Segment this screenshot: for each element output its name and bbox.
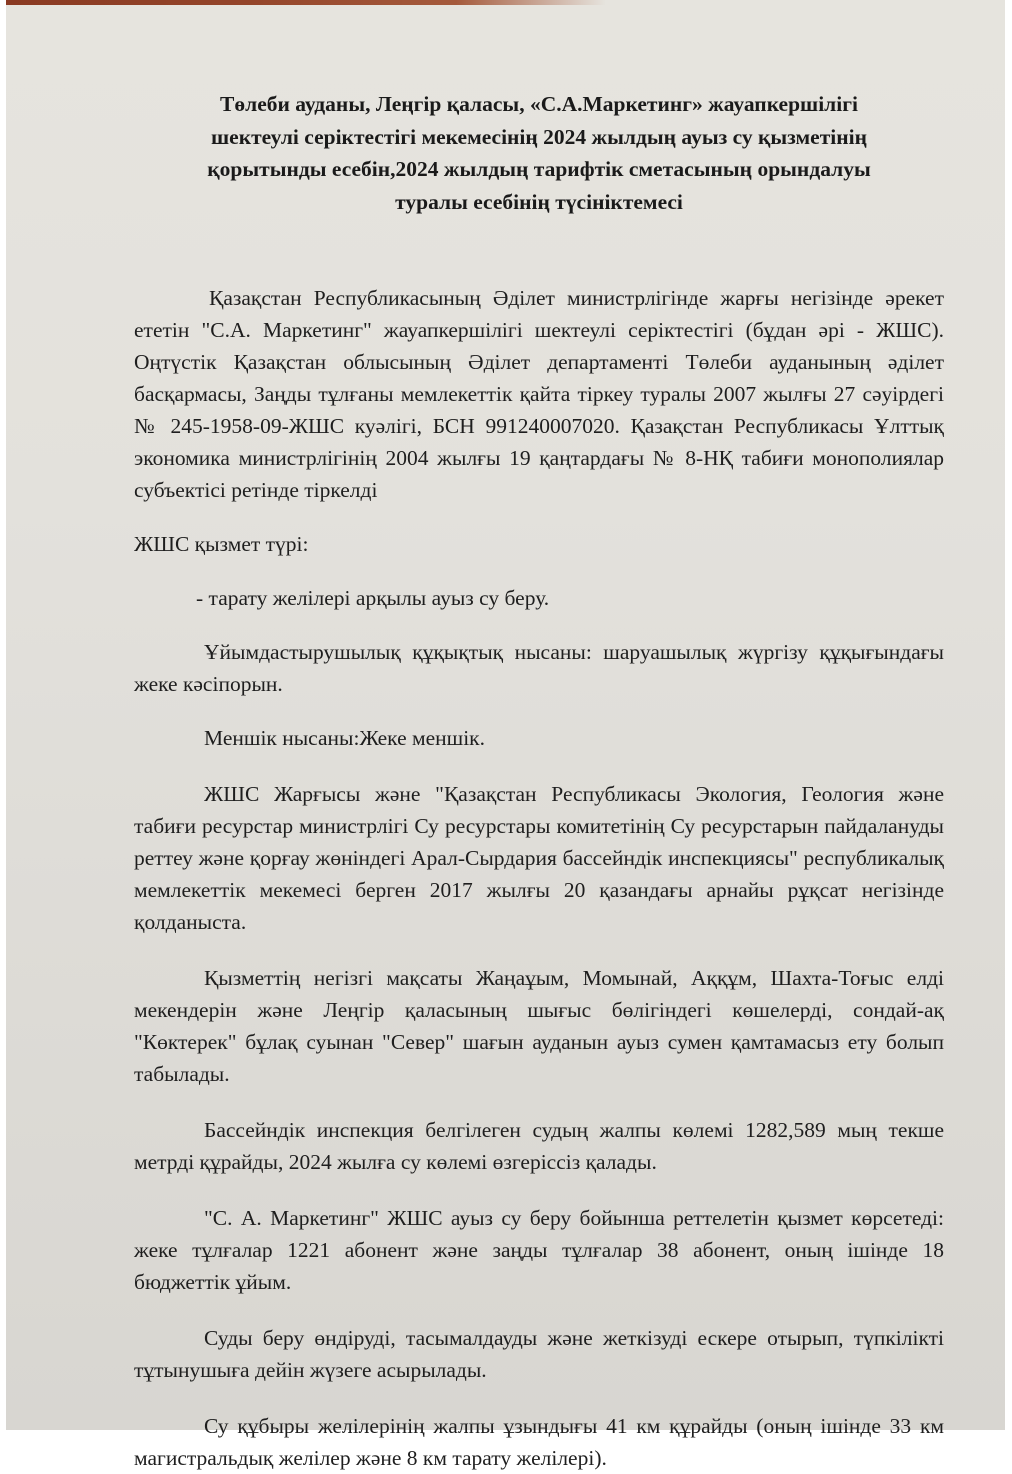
subscribers-paragraph: "С. А. Маркетинг" ЖШС ауыз су беру бойынша реттелетін қызмет көрсетеді: жеке тұлғалар 1221 абонент және заңды тұлғалар 38 абонент, оның ішінде 18 бюджеттік ұйым. xyxy=(134,1206,944,1294)
document-title xyxy=(134,88,944,218)
table-edge xyxy=(6,0,606,5)
title-line: қорытынды есебін,2024 жылдың тарифтік сметасының орындалуы xyxy=(207,157,871,181)
ownership-paragraph: Меншік нысаны:Жеке меншік. xyxy=(204,726,486,750)
purpose-paragraph: Қызметтің негізгі мақсаты Жаңаұым, Момынай, Аққұм, Шахта-Тоғыс елді мекендерін және Леңгір қаласының шығыс бөлігіндегі көшелерді, сондай-ақ "Көктерек" бұлақ суынан "Север" шағын ауданын ауыз сумен қамтамасыз ету болып табылады. xyxy=(134,966,944,1086)
document-page xyxy=(134,88,944,1474)
document-photo xyxy=(6,0,1005,1470)
title-line: Төлеби ауданы, Леңгір қаласы, «С.А.Маркетинг» жауапкершілігі xyxy=(220,92,858,116)
network-paragraph: Су құбыры желілерінің жалпы ұзындығы 41 км құрайды (оның ішінде 33 км магистральдық желілер және 8 км тарату желілері). xyxy=(134,1414,944,1470)
title-line: туралы есебінің түсініктемесі xyxy=(395,189,683,214)
registration-paragraph: Қазақстан Республикасының Әділет министрлігінде жарғы негізінде әрекет ететін "С.А. Маркетинг" жауапкершілігі шектеулі серіктестігі (бұдан әрі - ЖШС). Оңтүстік Қазақстан облысының Әділет департаменті Төлеби ауданының әділет басқармасы, Заңды тұлғаны мемлекеттік қайта тіркеу туралы 2007 жылғы 27 сәуірдегі № 245-1958-09-ЖШС куәлігі, БСН 991240007020. Қазақстан Республикасы Ұлттық экономика министрлігінің 2004 жылғы 19 қаңтардағы № 8-НҚ табиғи монополиялар субъектісі ретінде тіркелді xyxy=(134,286,944,502)
volume-paragraph: Бассейндік инспекция белгілеген судың жалпы көлемі 1282,589 мың текше метрді құрайды, 2024 жылға су көлемі өзгеріссіз қалады. xyxy=(134,1118,944,1174)
delivery-paragraph: Суды беру өндіруді, тасымалдауды және жеткізуді ескере отырып, түпкілікті тұтынушыға дейін жүзеге асырылады. xyxy=(134,1326,944,1382)
legal-form-paragraph: Ұйымдастырушылық құқықтық нысаны: шаруашылық жүргізу құқығындағы жеке кәсіпорын. xyxy=(134,640,944,696)
activity-heading: ЖШС қызмет түрі: xyxy=(134,532,309,556)
activity-item: - тарату желілері арқылы ауыз су беру. xyxy=(196,586,550,610)
title-line: шектеулі серіктестігі мекемесінің 2024 жылдың ауыз су қызметінің xyxy=(211,124,867,149)
permit-paragraph: ЖШС Жарғысы және "Қазақстан Республикасы Экология, Геология және табиғи ресурстар министрлігі Су ресурстары комитетінің Су ресурстарын пайдалануды реттеу және қорғау жөніндегі Арал-Сырдария бассейндік инспекциясы" республикалық мемлекеттік мекемесі берген 2017 жылғы 20 қазандағы арнайы рұқсат негізінде қолданыста. xyxy=(134,782,944,934)
